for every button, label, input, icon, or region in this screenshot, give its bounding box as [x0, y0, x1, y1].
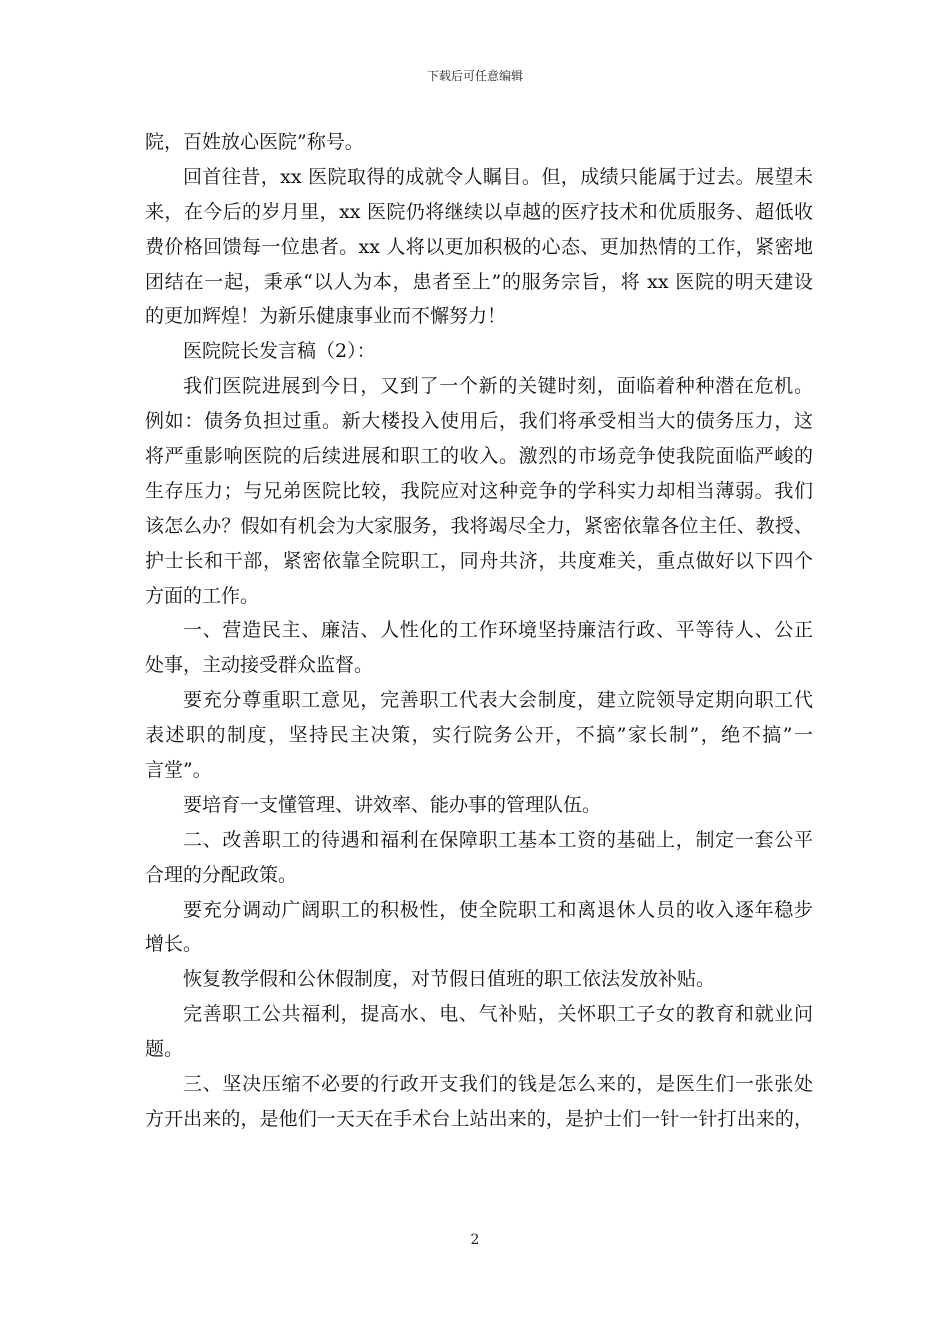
text-line: 院，百姓放心医院”称号。	[145, 131, 364, 153]
text-line: 方面的工作。	[145, 584, 260, 607]
text-line: 团结在一起，秉承“以人为本，患者至上”的服务宗旨，将 xx 医院的明天建设	[145, 270, 813, 293]
text-line: 要充分尊重职工意见，完善职工代表大会制度，建立院领导定期向职工代	[183, 689, 813, 712]
text-line: 方开出来的，是他们一天天在手术台上站出来的，是护士们一针一针打出来的，	[145, 1107, 813, 1130]
text-line: 一、营造民主、廉洁、人性化的工作环境坚持廉洁行政、平等待人、公正	[183, 619, 813, 642]
text-line: 来，在今后的岁月里，xx 医院仍将继续以卓越的医疗技术和优质服务、超低收	[145, 200, 813, 223]
text-line: 要培育一支懂管理、讲效率、能办事的管理队伍。	[183, 793, 602, 816]
text-line: 处事，主动接受群众监督。	[145, 654, 374, 677]
text-line: 费价格回馈每一位患者。xx 人将以更加积极的心态、更加热情的工作，紧密地	[145, 235, 813, 258]
text-line: 生存压力；与兄弟医院比较，我院应对这种竞争的学科实力却相当薄弱。我们	[145, 479, 813, 502]
text-line: 将严重影响医院的后续进展和职工的收入。激烈的市场竞争使我院面临严峻的	[145, 445, 813, 468]
document-body	[145, 125, 813, 1137]
text-line: 该怎么办？假如有机会为大家服务，我将竭尽全力，紧密依靠各位主任、教授、	[145, 514, 813, 537]
text-line: 护士长和干部，紧密依靠全院职工，同舟共济，共度难关，重点做好以下四个	[145, 549, 813, 572]
text-line: 的更加辉煌！为新乐健康事业而不懈努力！	[145, 305, 507, 328]
page-number: 2	[470, 1232, 480, 1248]
text-line: 我们医院进展到今日，又到了一个新的关键时刻，面临着种种潜在危机。	[183, 375, 813, 398]
text-line: 要充分调动广阔职工的积极性，使全院职工和离退休人员的收入逐年稳步	[183, 898, 813, 921]
text-line: 完善职工公共福利，提高水、电、气补贴，关怀职工子女的教育和就业问	[183, 1003, 813, 1026]
text-line: 恢复教学假和公休假制度，对节假日值班的职工依法发放补贴。	[183, 968, 716, 991]
text-line: 回首往昔，xx 医院取得的成就令人瞩目。但，成绩只能属于过去。展望未	[183, 165, 813, 188]
page-header: 下载后可任意编辑	[426, 69, 523, 83]
text-line: 例如：债务负担过重。新大楼投入使用后，我们将承受相当大的债务压力，这	[145, 410, 813, 433]
text-line: 表述职的制度，坚持民主决策，实行院务公开，不搞”家长制”，绝不搞”一	[145, 724, 813, 747]
text-line: 题。	[145, 1038, 184, 1061]
text-line: 三、坚决压缩不必要的行政开支我们的钱是怎么来的，是医生们一张张处	[183, 1073, 813, 1096]
text-line: 言堂”。	[145, 759, 212, 782]
section-heading: 医院院长发言稿（2）：	[183, 340, 376, 363]
text-line: 二、改善职工的待遇和福利在保障职工基本工资的基础上，制定一套公平	[183, 828, 813, 851]
text-line: 合理的分配政策。	[145, 863, 298, 886]
text-line: 增长。	[145, 933, 203, 956]
